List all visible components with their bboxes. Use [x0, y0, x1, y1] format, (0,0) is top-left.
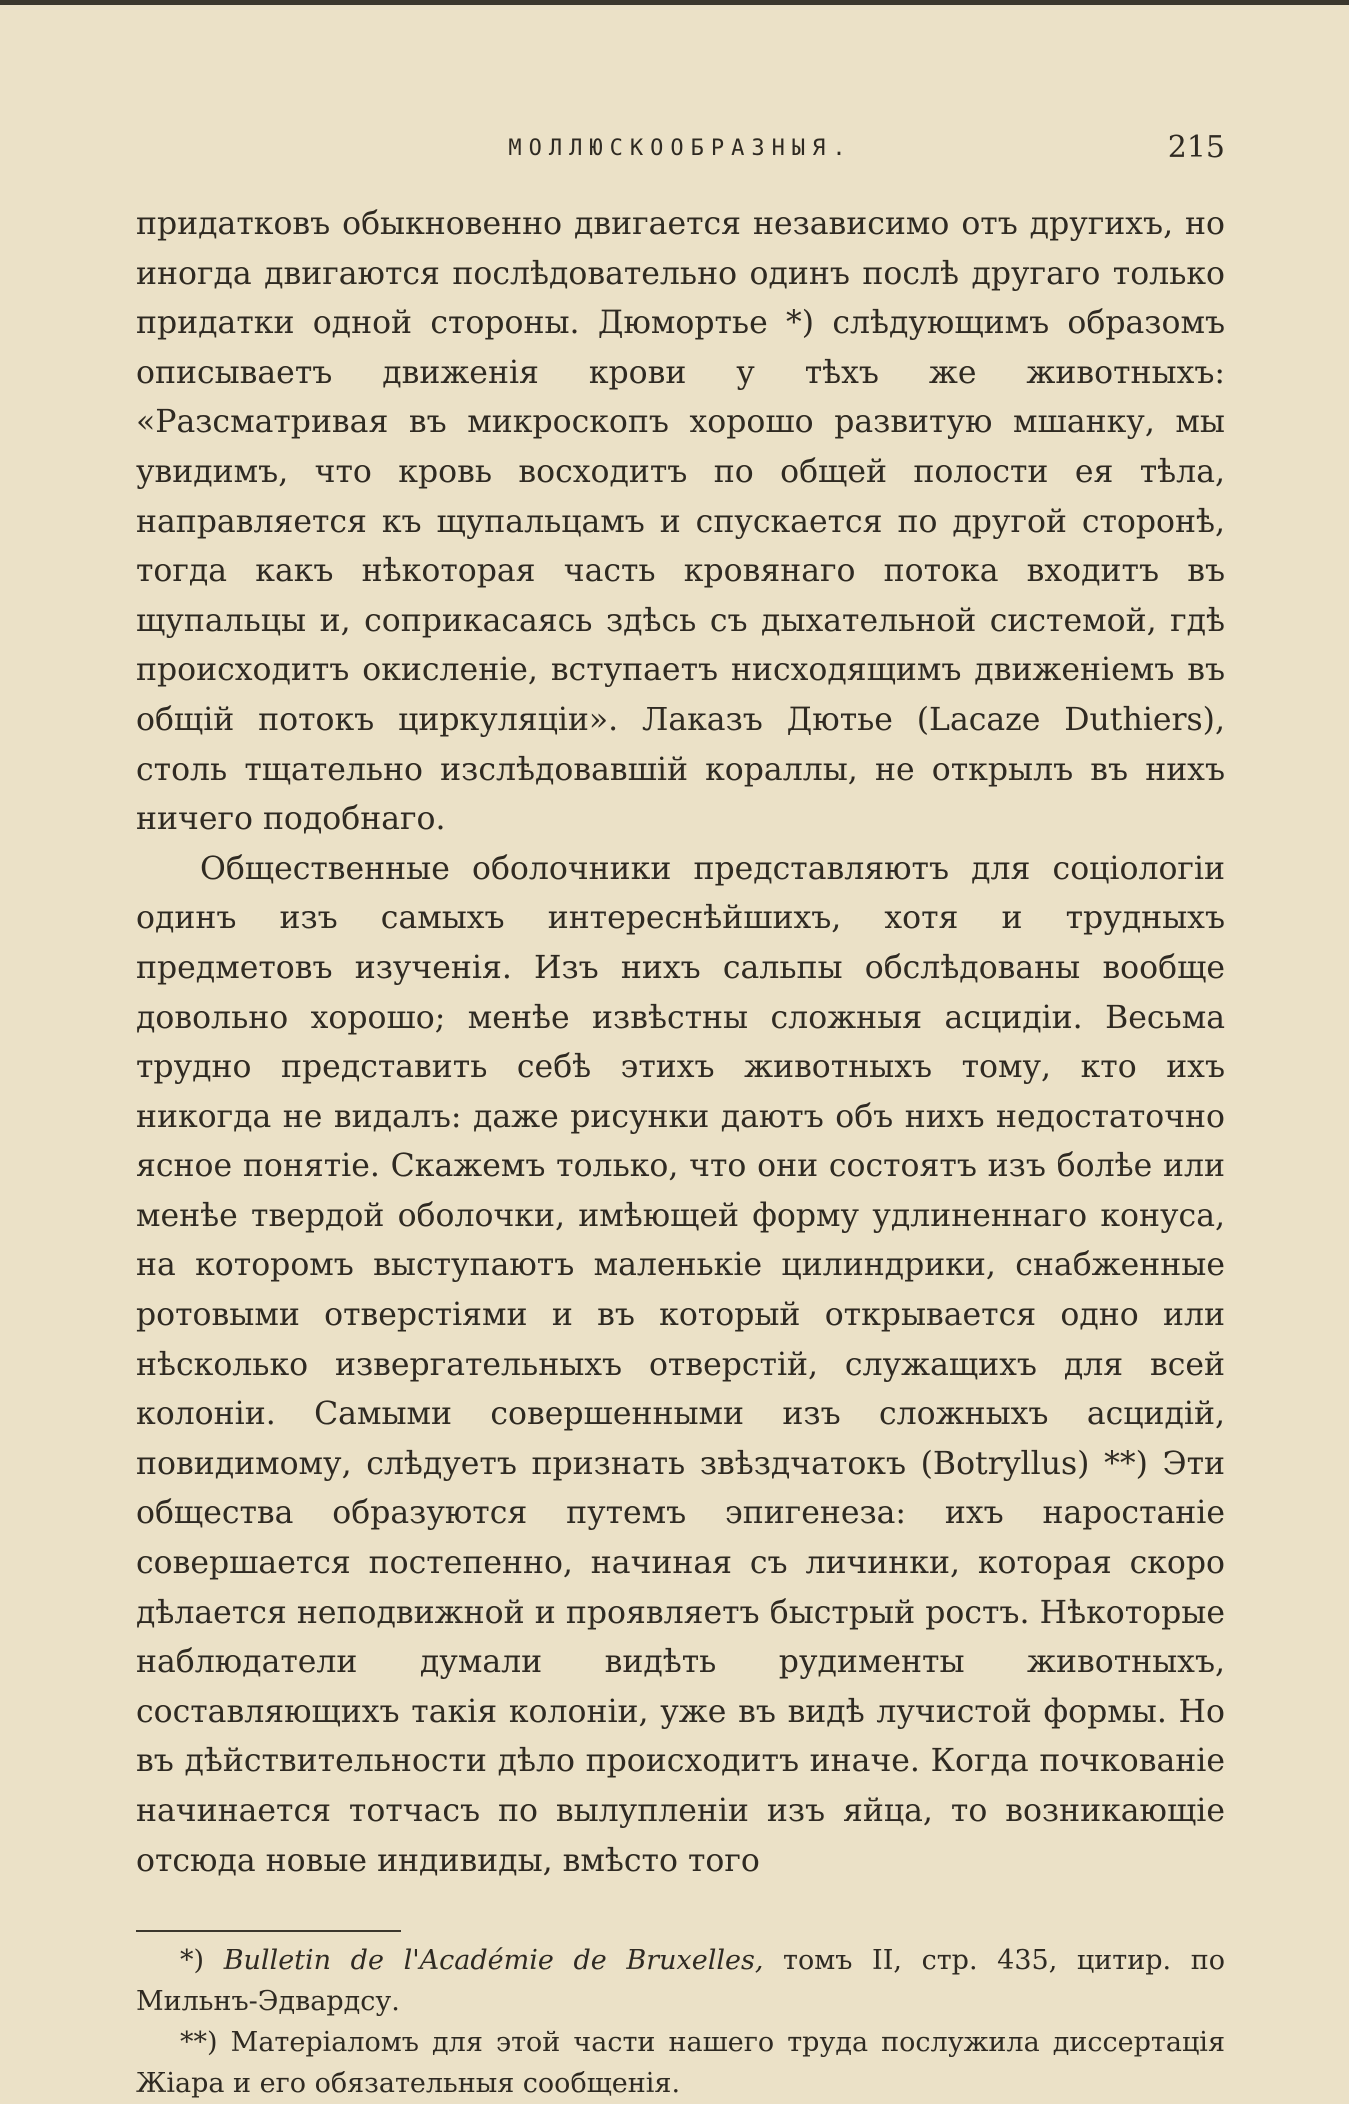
page-header [136, 120, 1225, 180]
footnotes [136, 1940, 1225, 2104]
book-page [136, 120, 1225, 2104]
footnote-1-text: томъ II, стр. 435, цитир. по Мильнъ-Эдвардсу. [136, 1945, 1225, 2018]
footnote-2 [136, 2022, 1225, 2104]
footnote-2-mark: **) [180, 2027, 218, 2059]
paragraph-continued: придатковъ обыкновенно двигается независимо отъ другихъ, но иногда двигаются послѣдовательно одинъ послѣ другаго только придатки одной стороны. Дюмортье *) слѣдующимъ образомъ описываетъ движенія крови у тѣхъ же животныхъ: «Разсматривая въ микроскопъ хорошо развитую мшанку, мы увидимъ, что кровь восходитъ по общей полости ея тѣла, направляется къ щупальцамъ и спускается по другой сторонѣ, тогда какъ нѣкоторая часть кровянаго потока входитъ въ щупальцы и, соприкасаясь здѣсь съ дыхательной системой, гдѣ происходитъ окисленіе, вступаетъ нисходящимъ движеніемъ въ общій потокъ циркуляціи». Лаказъ Дютье (Lacaze Duthiers), столь тщательно изслѣдовавшій кораллы, не открылъ въ нихъ ничего подобнаго. [136, 206, 1225, 838]
footnote-1-mark: *) [180, 1945, 205, 1977]
footnote-1-source: Bulletin de l'Académie de Bruxelles, [223, 1945, 764, 1977]
footnote-divider [136, 1930, 401, 1932]
body-text [136, 200, 1225, 1886]
page-top-edge [0, 0, 1349, 5]
footnote-1 [136, 1940, 1225, 2022]
running-head: МОЛЛЮСКООБРАЗНЫЯ. [508, 136, 853, 161]
paragraph: Общественные оболочники представляютъ для соціологіи одинъ изъ самыхъ интереснѣйшихъ, хотя и трудныхъ предметовъ изученія. Изъ нихъ сальпы обслѣдованы вообще довольно хорошо; менѣе извѣстны сложныя асцидіи. Весьма трудно представить себѣ этихъ животныхъ тому, кто ихъ никогда не видалъ: даже рисунки даютъ объ нихъ недостаточно ясное понятіе. Скажемъ только, что они состоятъ изъ болѣе или менѣе твердой оболочки, имѣющей форму удлиненнаго конуса, на которомъ выступаютъ маленькіе цилиндрики, снабженные ротовыми отверстіями и въ который открывается одно или нѣсколько извергательныхъ отверстій, служащихъ для всей колоніи. Самыми совершенными изъ сложныхъ асцидій, повидимому, слѣдуетъ признать звѣздчатокъ (Botryllus) **) Эти общества образуются путемъ эпигенеза: ихъ наростаніе совершается постепенно, начиная съ личинки, которая скоро дѣлается неподвижной и проявляетъ быстрый ростъ. Нѣкоторые наблюдатели думали видѣть рудименты животныхъ, составляющихъ такія колоніи, уже въ видѣ лучистой формы. Но въ дѣйствительности дѣло происходитъ иначе. Когда почкованіе начинается тотчасъ по вылупленіи изъ яйца, то возникающіе отсюда новые индивиды, вмѣсто того [136, 850, 1225, 1879]
page-number: 215 [1167, 130, 1225, 165]
footnote-2-text: Матеріаломъ для этой части нашего труда послужила диссертація Жіара и его обязательныя сообщенія. [136, 2027, 1225, 2100]
